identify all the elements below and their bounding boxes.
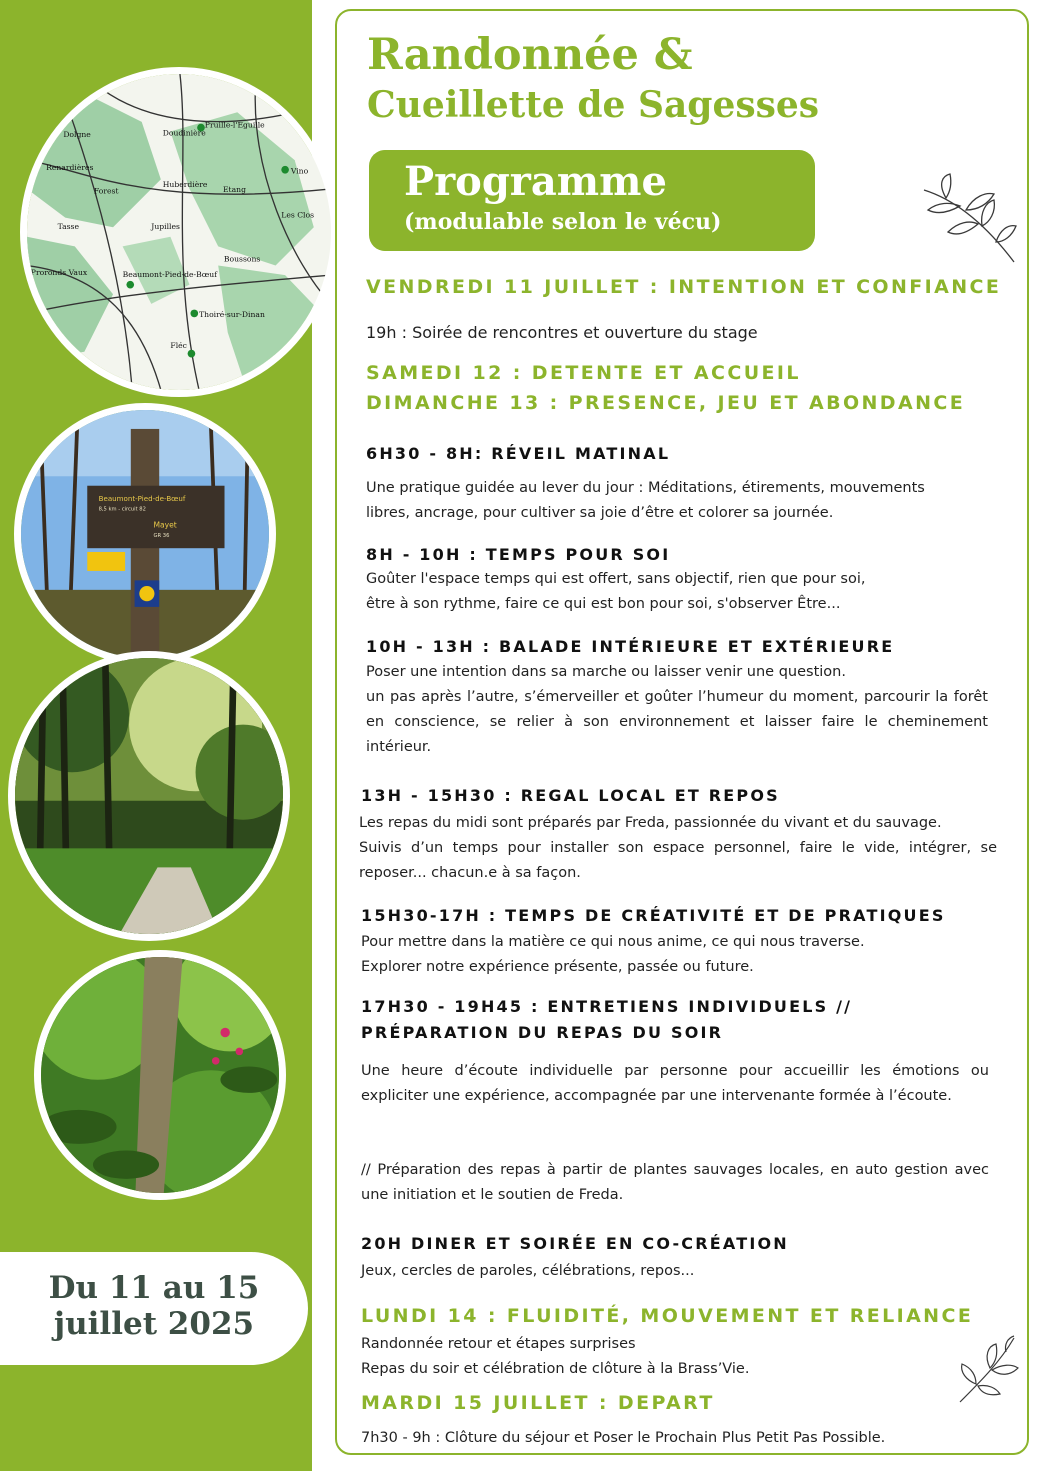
slot-text: un pas après l’autre, s’émerveiller et goûter l’humeur du moment, parcourir la forêt en conscience, se relier à son environnement et laisser faire le cheminement intérieur. <box>366 689 988 755</box>
page-subtitle: Cueillette de Sagesses <box>367 84 820 126</box>
day-heading-saturday: SAMEDI 12 : DETENTE ET ACCUEIL <box>366 362 801 384</box>
slot-text: Les repas du midi sont préparés par Freda, passionnée du vivant et du sauvage. <box>359 815 942 831</box>
map-label: Dolgne <box>63 130 91 140</box>
forest-path-photo <box>8 651 290 941</box>
slot-text: Une pratique guidée au lever du jour : Méditations, étirements, mouvements <box>366 480 925 496</box>
monday-text: Randonnée retour et étapes surprises <box>361 1336 636 1352</box>
leaf-sprig-icon <box>950 1332 1022 1408</box>
slot-text: Goûter l'espace temps qui est offert, sans objectif, rien que pour soi, <box>366 571 866 587</box>
map-photo <box>20 67 338 397</box>
slot-time: 20H DINER ET SOIRÉE EN CO-CRÉATION <box>361 1234 789 1253</box>
slot-text: Jeux, cercles de paroles, célébrations, repos... <box>361 1263 695 1279</box>
day-heading-friday: VENDREDI 11 JUILLET : INTENTION ET CONFIANCE <box>366 276 1002 298</box>
day-heading-sunday: DIMANCHE 13 : PRESENCE, JEU ET ABONDANCE <box>366 392 966 414</box>
date-line: Du 11 au 15 <box>48 1270 260 1306</box>
programme-title: Programme <box>404 158 667 205</box>
slot-time: PRÉPARATION DU REPAS DU SOIR <box>361 1023 724 1042</box>
slot-time: 8H - 10H : TEMPS POUR SOI <box>366 545 671 564</box>
monday-text: Repas du soir et célébration de clôture à la Brass’Vie. <box>361 1361 750 1377</box>
map-label: Etang <box>222 184 246 194</box>
slot-text: libres, ancrage, pour cultiver sa joie d’être et colorer sa journée. <box>366 505 834 521</box>
map-label: Vino <box>290 166 309 176</box>
slot-time: 17H30 - 19H45 : ENTRETIENS INDIVIDUELS // <box>361 997 853 1016</box>
map-label: Doudinière <box>162 128 206 138</box>
slot-text: Suivis d’un temps pour installer son espace personnel, faire le vide, intégrer, se reposer... chacun.e à sa façon. <box>359 840 997 881</box>
sign-text: GR 36 <box>153 532 170 539</box>
slot-text: Poser une intention dans sa marche ou laisser venir une question. <box>366 664 846 680</box>
sign-text: 8,5 km - circuit 82 <box>98 506 146 513</box>
map-label: Jupilles <box>151 222 180 232</box>
map-label: Pruille-l'Eguille <box>204 120 265 130</box>
page-title: Randonnée & <box>367 30 693 80</box>
tuesday-text: 7h30 - 9h : Clôture du séjour et Poser le Prochain Plus Petit Pas Possible. <box>361 1430 886 1446</box>
slot-text: être à son rythme, faire ce qui est bon pour soi, s'observer Être... <box>366 596 841 612</box>
map-label: Renardières <box>46 162 94 172</box>
map-label: Thoiré-sur-Dinan <box>199 310 265 320</box>
programme-subtitle: (modulable selon le vécu) <box>404 209 722 235</box>
slot-text: Explorer notre expérience présente, passée ou future. <box>361 959 754 975</box>
map-label: Proronds Vaux <box>30 268 88 278</box>
day-heading-monday: LUNDI 14 : FLUIDITÉ, MOUVEMENT ET RELIANCE <box>361 1305 974 1327</box>
sign-text: Beaumont-Pied-de-Bœuf <box>98 493 186 503</box>
sign-text: Mayet <box>153 520 177 530</box>
map-label: Beaumont-Pied-de-Bœuf <box>122 270 218 280</box>
slot-time: 13H - 15H30 : REGAL LOCAL ET REPOS <box>361 786 780 805</box>
garden-plants-photo <box>34 950 286 1200</box>
map-label: Tasse <box>57 222 79 232</box>
day-heading-tuesday: MARDI 15 JUILLET : DEPART <box>361 1392 715 1414</box>
slot-time: 15H30-17H : TEMPS DE CRÉATIVITÉ ET DE PRATIQUES <box>361 906 946 925</box>
slot-time: 10H - 13H : BALADE INTÉRIEURE ET EXTÉRIEURE <box>366 637 895 656</box>
slot-text: Pour mettre dans la matière ce qui nous anime, ce qui nous traverse. <box>361 934 865 950</box>
map-label: Forest <box>93 186 119 196</box>
friday-text: 19h : Soirée de rencontres et ouverture du stage <box>366 323 758 342</box>
slot-text: Une heure d’écoute individuelle par personne pour accueillir les émotions ou expliciter une expérience, accompagnée par une intervenante formée à l’écoute. <box>361 1063 989 1104</box>
slot-text: // Préparation des repas à partir de plantes sauvages locales, en auto gestion avec une initiation et le soutien de Freda. <box>361 1162 989 1203</box>
date-badge <box>0 1252 308 1365</box>
date-line: juillet 2025 <box>53 1306 255 1342</box>
slot-time: 6H30 - 8H: RÉVEIL MATINAL <box>366 444 671 463</box>
map-label: Boussons <box>223 254 261 264</box>
map-label: Les Clos <box>281 210 315 220</box>
map-label: Huberdière <box>162 179 208 189</box>
leaf-branch-icon <box>916 170 1022 266</box>
trail-sign-photo <box>14 403 276 665</box>
map-label: Fléc <box>170 340 187 350</box>
